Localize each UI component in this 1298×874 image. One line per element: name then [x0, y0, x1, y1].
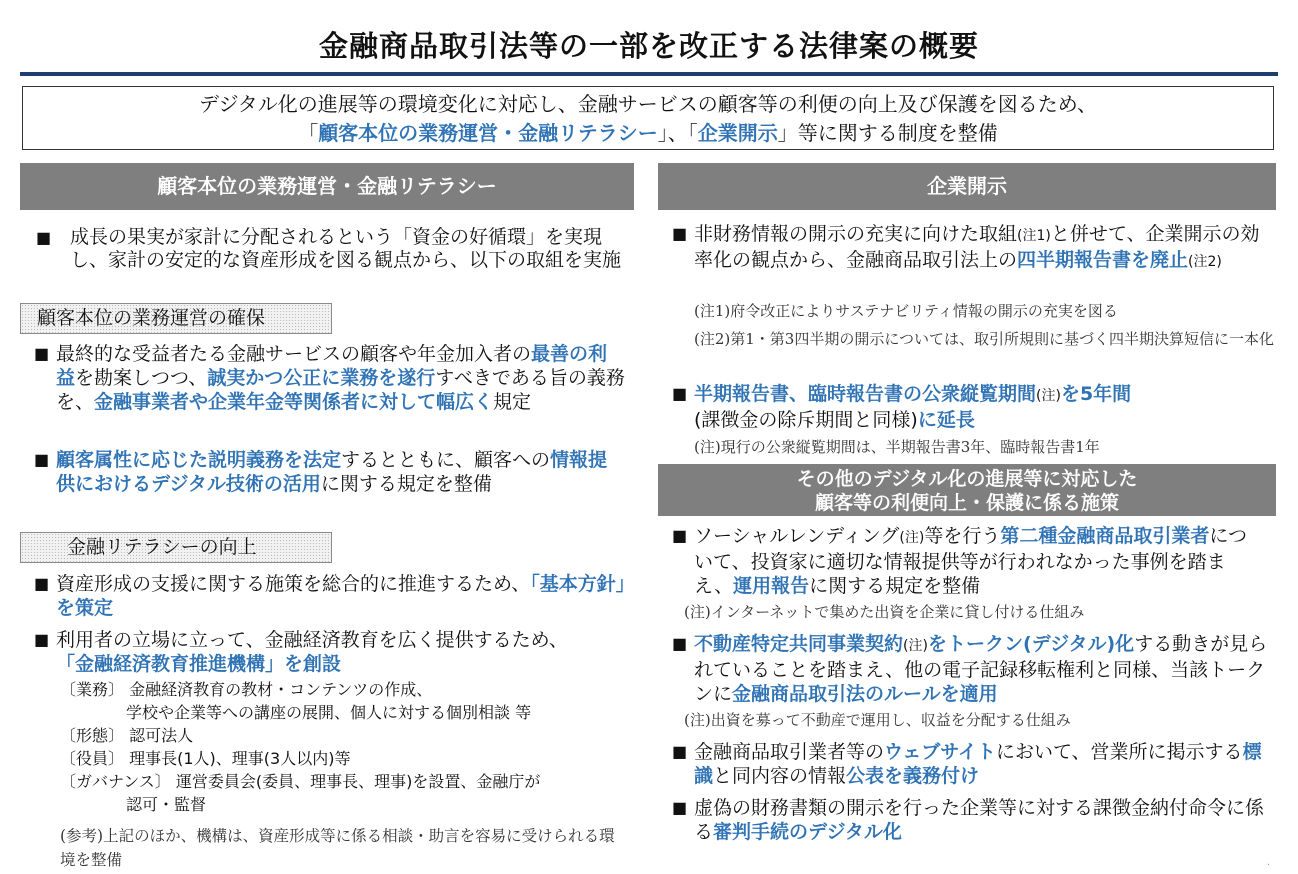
- subheading-customer-oriented: 顧客本位の業務運営の確保: [20, 303, 332, 334]
- highlight-text: 金融商品取引法のルールを適用: [732, 683, 998, 705]
- bullet-icon: ■: [34, 344, 50, 363]
- highlight-text: 公表を義務付け: [846, 765, 980, 787]
- bullet-icon: ■: [672, 224, 688, 243]
- note-ref: (注1): [1017, 228, 1051, 244]
- summary-highlight-disclosure: 企業開示: [697, 121, 778, 145]
- other-measures-heading: [658, 464, 1276, 516]
- page-title: 金融商品取引法等の一部を改正する法律案の概要: [318, 29, 979, 63]
- highlight-text: をトークン(デジタル)化: [927, 633, 1135, 655]
- subheading-financial-literacy: 金融リテラシーの向上: [20, 532, 332, 563]
- note-1: (注1)府令改正によりサステナビリティ情報の開示の充実を図る: [694, 302, 1118, 320]
- bullet-text: する動きが見られていることを踏まえ、他の電子記録移転権利と同様、当該トークンに: [694, 633, 1268, 705]
- bullet-basic-policy: [34, 572, 626, 620]
- left-section-heading: 顧客本位の業務運営・金融リテラシー: [20, 163, 634, 210]
- bullet-text: ソーシャルレンディング: [694, 525, 900, 547]
- right-section-heading: 企業開示: [658, 163, 1276, 210]
- intro-text: 成長の果実が家計に分配されるという「資金の好循環」を実現し、家計の安定的な資産形成を図る観点から、以下の取組を実施: [70, 226, 622, 271]
- highlight-text: 「基本方針」を策定: [56, 573, 626, 619]
- bullet-text: するとともに、顧客への: [341, 449, 551, 471]
- highlight-text: 運用報告: [733, 575, 810, 597]
- bullet-quarterly-report: [672, 222, 1268, 274]
- highlight-text: 第二種金融商品取引業者: [1000, 525, 1210, 547]
- bullet-text: すべきである旨の義務を、: [56, 367, 625, 413]
- other-measures-heading-line-1: その他のデジタル化の進展等に対応した: [796, 468, 1138, 490]
- bullet-text: と同内容の情報: [713, 765, 847, 787]
- bullet-text: 等を行う: [924, 525, 1001, 547]
- bullet-trial-digitalization: [672, 796, 1268, 844]
- note-2: (注2)第1・第3四半期の開示については、取引所規則に基づく四半期決算短信に一本化: [694, 330, 1275, 348]
- highlight-text: 不動産特定共同事業契約: [694, 633, 904, 655]
- bullet-text: に関する規定を整備: [320, 473, 492, 495]
- bullet-social-lending: [672, 524, 1252, 598]
- organization-info: [60, 678, 630, 816]
- highlight-text: 金融事業者や企業年金等関係者に対して幅広く: [94, 391, 494, 413]
- highlight-text: 情報提供におけるデジタル技術の活用: [56, 449, 608, 495]
- bullet-icon: ■: [672, 526, 688, 545]
- info-text: 理事長(1人)、理事(3人以内)等: [129, 749, 351, 768]
- info-text: 認可法人: [129, 726, 194, 745]
- highlight-text: ウェブサイト: [884, 741, 996, 763]
- bullet-text: について、投資家に適切な情報提供等が行われなかった事例を踏まえ、: [694, 525, 1247, 597]
- info-label: 〔業務〕: [60, 680, 125, 699]
- note-ref: (注2): [1188, 254, 1222, 270]
- summary-box: [22, 86, 1274, 150]
- info-line-business-cont: 学校や企業等への講座の展開、個人に対する個別相談 等: [126, 703, 532, 722]
- highlight-text: 四半期報告書を廃止: [1017, 249, 1189, 271]
- highlight-text: 最善の利益: [56, 343, 608, 389]
- bullet-text: 虚偽の財務書類の開示を行った企業等に対する課徴金納付命令に係る: [694, 797, 1265, 843]
- bullet-text: において、営業所に掲示する: [995, 741, 1243, 763]
- highlight-text: 「金融経済教育推進機構」を創設: [56, 653, 342, 675]
- bullet-text: 非財務情報の開示の充実に向けた取組: [694, 223, 1018, 245]
- bullet-public-inspection: [672, 382, 1268, 432]
- bullet-text: と併せて、企業開示の効率化の観点から、金融商品取引法上の: [694, 223, 1260, 271]
- info-line-governance: [60, 770, 630, 793]
- note-4: (注)インターネットで集めた出資を企業に貸し付ける仕組み: [684, 603, 1085, 621]
- summary-line-2: [23, 119, 1273, 148]
- info-text: 運営委員会(委員、理事長、理事)を設置、金融庁が: [175, 772, 541, 791]
- highlight-text: 誠実かつ公正に業務を遂行: [207, 367, 436, 389]
- bullet-text: 金融商品取引業者等の: [694, 741, 885, 763]
- bullet-real-estate-token: [672, 632, 1268, 706]
- summary-highlight-customer: 顧客本位の業務運営・金融リテラシー: [318, 121, 658, 145]
- bullet-best-interest: [34, 342, 626, 414]
- info-line-governance-cont: 認可・監督: [126, 795, 207, 814]
- note-3: (注)現行の公衆縦覧期間は、半期報告書3年、臨時報告書1年: [694, 438, 1100, 456]
- bullet-text: に関する規定を整備: [809, 575, 981, 597]
- bullet-text: 利用者の立場に立って、金融経済教育を広く提供するため、: [56, 629, 568, 651]
- note-ref: (注): [903, 638, 928, 654]
- info-label: 〔役員〕: [60, 749, 125, 768]
- summary-text: 」、「: [657, 121, 698, 145]
- bullet-text: を勘案しつつ、: [75, 367, 208, 389]
- highlight-text: 半期報告書、臨時報告書の公衆縦覧期間: [694, 383, 1037, 405]
- bullet-icon: ■: [672, 798, 688, 817]
- info-line-officers: [60, 747, 630, 770]
- bullet-icon: ■: [36, 228, 52, 247]
- bullet-icon: ■: [672, 742, 688, 761]
- bullet-icon: ■: [34, 630, 50, 649]
- left-intro-bullet: [36, 226, 626, 272]
- footer-dot: .: [1266, 857, 1270, 868]
- note-ref: (注): [1036, 388, 1061, 404]
- info-line-business: [60, 678, 630, 701]
- bullet-icon: ■: [672, 634, 688, 653]
- bullet-text: (課徴金の除斥期間と同様): [694, 409, 918, 431]
- title-divider: [20, 72, 1278, 76]
- bullet-text: 資産形成の支援に関する施策を総合的に推進するため、: [56, 573, 531, 595]
- summary-text: 」等に関する制度を整備: [777, 121, 998, 145]
- bullet-explanation-duty: [34, 448, 626, 496]
- summary-line-1: デジタル化の進展等の環境変化に対応し、金融サービスの顧客等の利便の向上及び保護を図るため、: [199, 92, 1097, 116]
- bullet-website-disclosure: [672, 740, 1268, 788]
- highlight-text: に延長: [917, 409, 975, 431]
- highlight-text: 標識: [694, 741, 1262, 787]
- note-ref: (注): [899, 530, 925, 546]
- note-5: (注)出資を募って不動産で運用し、収益を分配する仕組み: [684, 711, 1071, 729]
- info-label: 〔形態〕: [60, 726, 125, 745]
- bullet-icon: ■: [34, 450, 50, 469]
- bullet-icon: ■: [672, 384, 688, 403]
- summary-text: 「: [298, 121, 319, 145]
- bullet-text: 最終的な受益者たる金融サービスの顧客や年金加入者の: [56, 343, 532, 365]
- highlight-text: 審判手続のデジタル化: [713, 821, 902, 843]
- info-line-form: [60, 724, 630, 747]
- highlight-text: 顧客属性に応じた説明義務を法定: [56, 449, 342, 471]
- info-text: 金融経済教育の教材・コンテンツの作成、: [129, 680, 433, 699]
- bullet-icon: ■: [34, 574, 50, 593]
- other-measures-heading-line-2: 顧客等の利便向上・保護に係る施策: [814, 492, 1119, 514]
- info-label: 〔ガバナンス〕: [60, 772, 171, 791]
- reference-note: (参考)上記のほか、機構は、資産形成等に係る相談・助言を容易に受けられる環境を整備: [60, 827, 615, 869]
- highlight-text: を5年間: [1060, 383, 1132, 405]
- bullet-text: 規定: [493, 391, 532, 413]
- bullet-education-organization: [34, 628, 594, 676]
